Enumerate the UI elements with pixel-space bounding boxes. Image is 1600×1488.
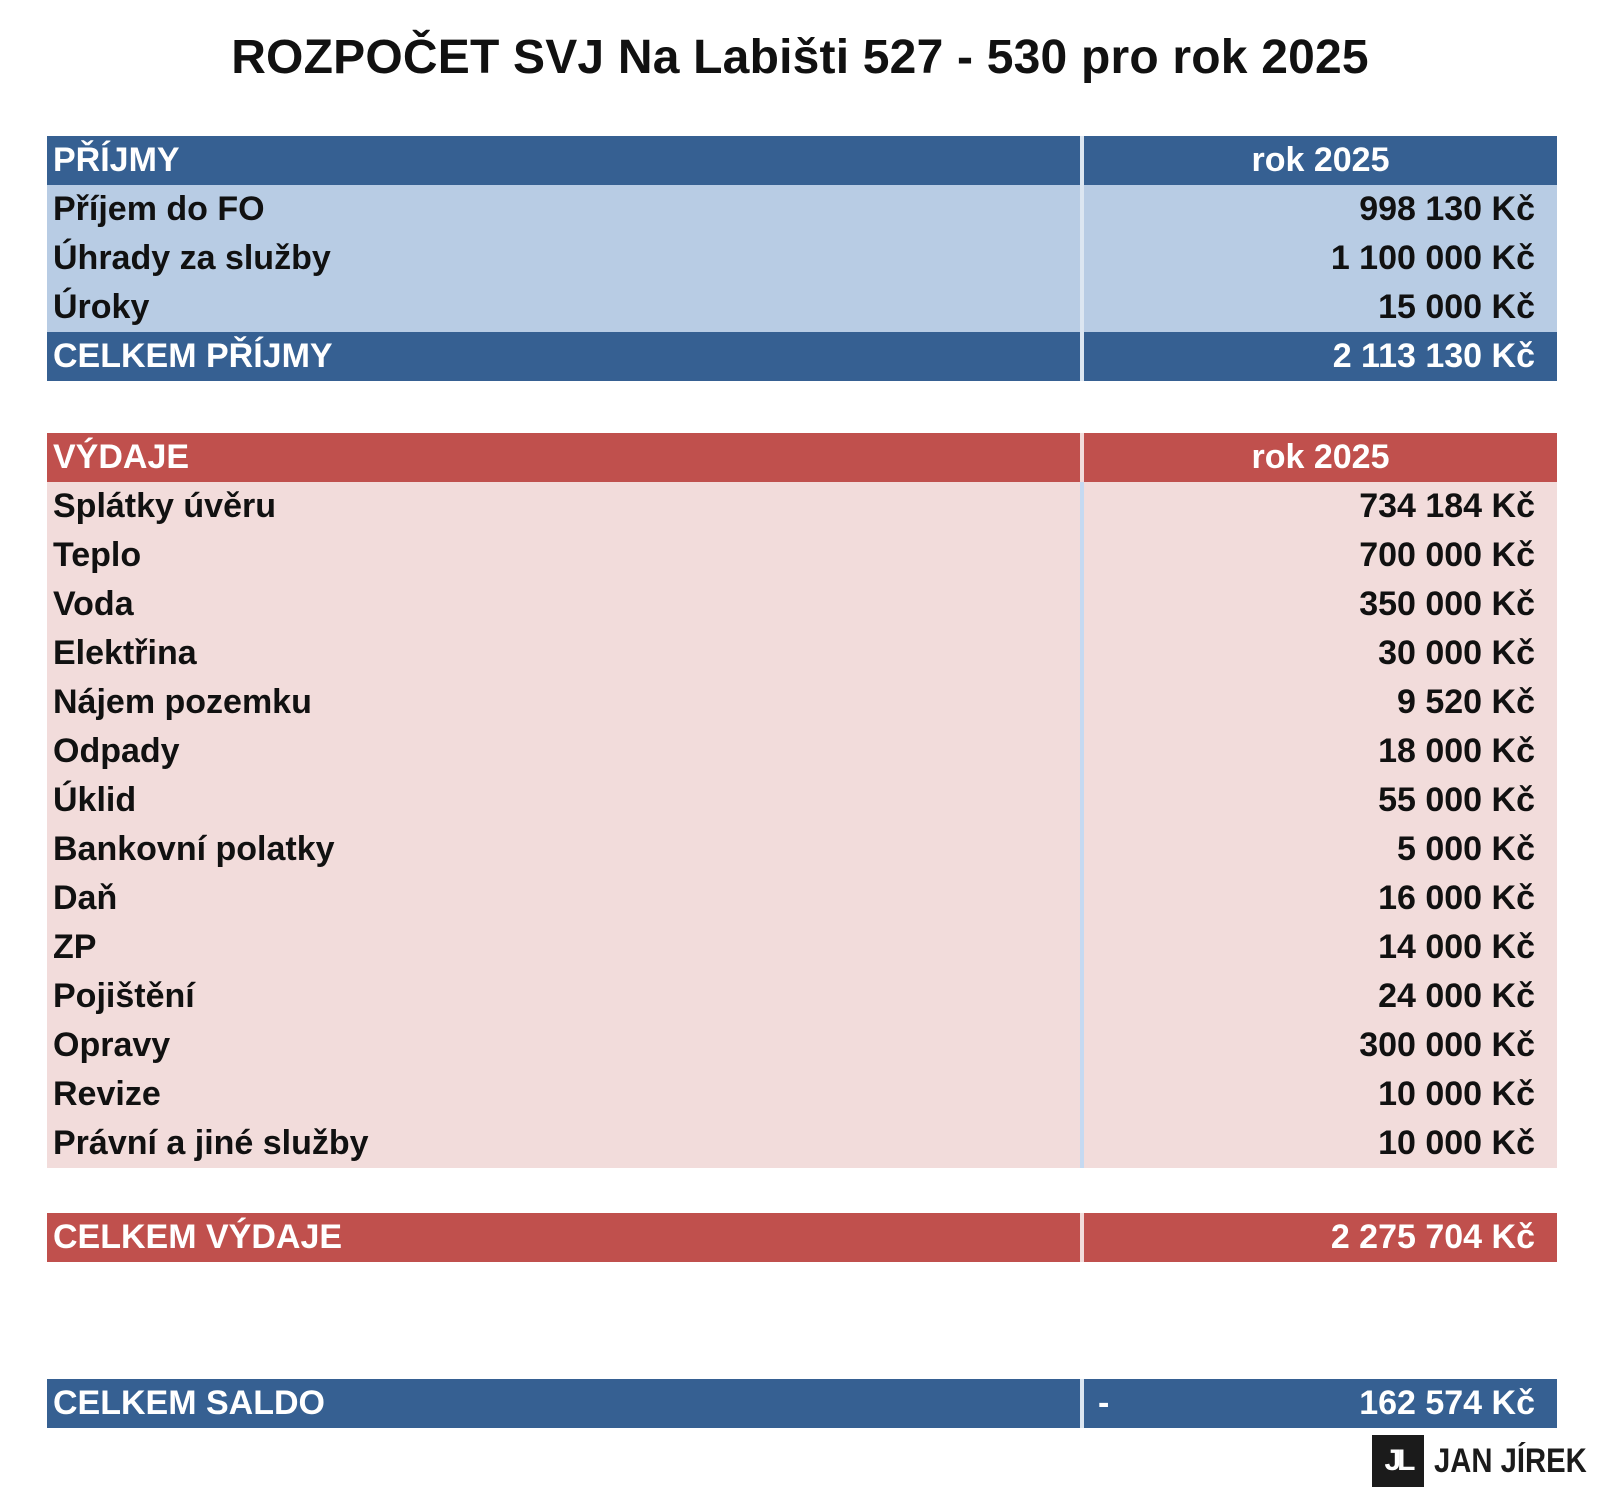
- income-total-row: [47, 332, 1557, 381]
- expenses-total-row: [47, 1213, 1557, 1262]
- expenses-total-value: 2 275 704 Kč: [1084, 1213, 1557, 1262]
- income-row-value: 998 130 Kč: [1084, 185, 1557, 234]
- expenses-header-label: VÝDAJE: [47, 433, 1080, 482]
- expense-row-value: 24 000 Kč: [1084, 972, 1557, 1021]
- expense-row-label: Elektřina: [47, 629, 1080, 678]
- expense-row-label: Odpady: [47, 727, 1080, 776]
- expenses-total-label: CELKEM VÝDAJE: [47, 1213, 1080, 1262]
- expense-row: [47, 1021, 1557, 1070]
- expenses-header-row: [47, 433, 1557, 482]
- expense-row-label: ZP: [47, 923, 1080, 972]
- expense-row-value: 30 000 Kč: [1084, 629, 1557, 678]
- expenses-header-year: rok 2025: [1084, 433, 1557, 482]
- logo-mark: JL: [1372, 1435, 1424, 1487]
- expense-row-label: Splátky úvěru: [47, 482, 1080, 531]
- expense-row-label: Pojištění: [47, 972, 1080, 1021]
- expense-row: [47, 727, 1557, 776]
- expense-row-value: 734 184 Kč: [1084, 482, 1557, 531]
- income-row-label: Úhrady za služby: [47, 234, 1080, 283]
- page-title: ROZPOČET SVJ Na Labišti 527 - 530 pro rok 2025: [231, 31, 1369, 84]
- expenses-total-table: [47, 1213, 1557, 1262]
- balance-sign: -: [1098, 1384, 1110, 1422]
- expense-row: [47, 482, 1557, 531]
- balance-value: 162 574 Kč: [1359, 1384, 1535, 1422]
- expense-row: [47, 678, 1557, 727]
- expense-row-value: 300 000 Kč: [1084, 1021, 1557, 1070]
- expense-row-label: Úklid: [47, 776, 1080, 825]
- expense-row: [47, 1070, 1557, 1119]
- income-header-row: [47, 136, 1557, 185]
- expenses-table: [47, 433, 1557, 1168]
- balance-label: CELKEM SALDO: [47, 1379, 1080, 1428]
- author-logo: [1372, 1435, 1600, 1487]
- expense-row-label: Teplo: [47, 531, 1080, 580]
- expense-row: [47, 580, 1557, 629]
- expense-row-value: 9 520 Kč: [1084, 678, 1557, 727]
- expense-row: [47, 923, 1557, 972]
- expense-row-label: Právní a jiné služby: [47, 1119, 1080, 1168]
- expense-row-label: Nájem pozemku: [47, 678, 1080, 727]
- expense-row: [47, 531, 1557, 580]
- expense-row-value: 18 000 Kč: [1084, 727, 1557, 776]
- logo-text: JAN JÍREK: [1434, 1441, 1587, 1480]
- expense-row-value: 350 000 Kč: [1084, 580, 1557, 629]
- balance-table: [47, 1379, 1557, 1428]
- expense-row-label: Revize: [47, 1070, 1080, 1119]
- income-row-label: Úroky: [47, 283, 1080, 332]
- expense-row-label: Opravy: [47, 1021, 1080, 1070]
- income-total-value: 2 113 130 Kč: [1084, 332, 1557, 381]
- expense-row-value: 10 000 Kč: [1084, 1119, 1557, 1168]
- expense-row: [47, 1119, 1557, 1168]
- expense-row-label: Voda: [47, 580, 1080, 629]
- expense-row-value: 10 000 Kč: [1084, 1070, 1557, 1119]
- expense-row: [47, 825, 1557, 874]
- income-row: [47, 283, 1557, 332]
- expense-row-value: 5 000 Kč: [1084, 825, 1557, 874]
- balance-row: [47, 1379, 1557, 1428]
- expense-row: [47, 629, 1557, 678]
- income-row-value: 1 100 000 Kč: [1084, 234, 1557, 283]
- income-row-label: Příjem do FO: [47, 185, 1080, 234]
- expense-row: [47, 776, 1557, 825]
- income-total-label: CELKEM PŘÍJMY: [47, 332, 1080, 381]
- income-row: [47, 234, 1557, 283]
- expense-row-value: 55 000 Kč: [1084, 776, 1557, 825]
- income-row-value: 15 000 Kč: [1084, 283, 1557, 332]
- balance-cell: [1084, 1379, 1557, 1428]
- income-table: [47, 136, 1557, 381]
- expense-row-value: 16 000 Kč: [1084, 874, 1557, 923]
- expense-row-value: 700 000 Kč: [1084, 531, 1557, 580]
- income-header-year: rok 2025: [1084, 136, 1557, 185]
- income-row: [47, 185, 1557, 234]
- expense-row-label: Bankovní polatky: [47, 825, 1080, 874]
- expense-row: [47, 874, 1557, 923]
- income-header-label: PŘÍJMY: [47, 136, 1080, 185]
- expense-row: [47, 972, 1557, 1021]
- expense-row-value: 14 000 Kč: [1084, 923, 1557, 972]
- expense-row-label: Daň: [47, 874, 1080, 923]
